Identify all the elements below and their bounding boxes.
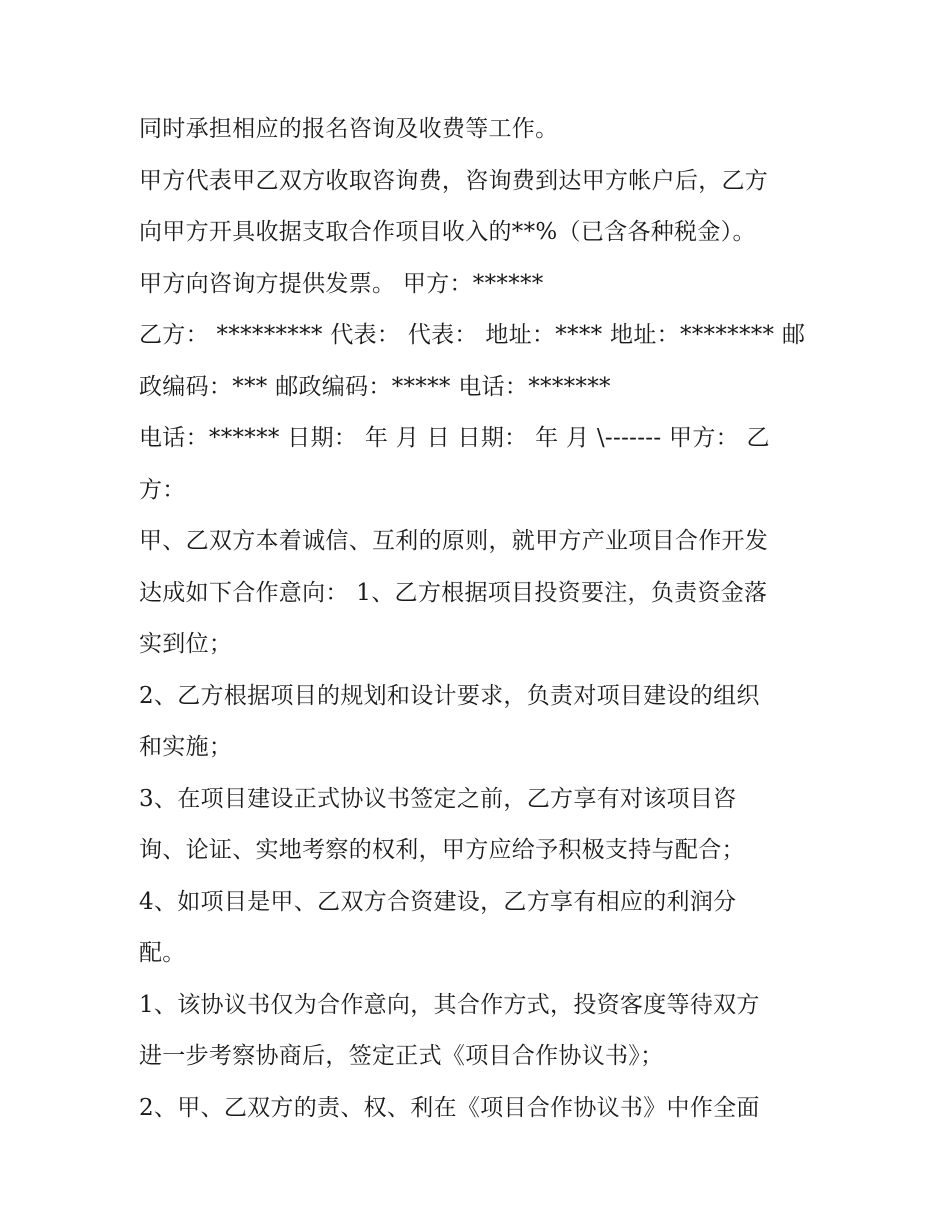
text-line: 实到位；: [139, 631, 233, 657]
document-body: [139, 104, 819, 1134]
text-line: 乙方： ********* 代表： 代表： 地址：**** 地址：******** 邮: [139, 322, 806, 348]
text-line: 和实施；: [139, 734, 233, 760]
text-line: 甲方代表甲乙双方收取咨询费，咨询费到达甲方帐户后，乙方: [139, 167, 769, 194]
text-line: 政编码：*** 邮政编码：***** 电话：*******: [139, 373, 611, 400]
text-line: 甲、乙双方本着诚信、互利的原则，就甲方产业项目合作开发: [139, 528, 769, 554]
text-line: 进一步考察协商后，签定正式《项目合作协议书》；: [139, 1043, 664, 1069]
text-line: 配。: [139, 940, 186, 966]
text-line: 同时承担相应的报名咨询及收费等工作。: [139, 116, 559, 142]
text-line: 方：: [139, 476, 186, 503]
text-line: 1、该协议书仅为合作意向，其合作方式，投资客度等待双方: [139, 991, 760, 1018]
text-line: 甲方向咨询方提供发票。 甲方：******: [139, 270, 544, 297]
text-line: 3、在项目建设正式协议书签定之前，乙方享有对该项目咨: [139, 785, 737, 812]
text-line: 电话：****** 日期： 年 月 日 日期： 年 月 \------- 甲方： 乙: [139, 425, 770, 451]
text-line: 4、如项目是甲、乙双方合资建设，乙方享有相应的利润分: [139, 888, 737, 915]
text-line: 2、乙方根据项目的规划和设计要求，负责对项目建设的组织: [139, 682, 760, 709]
text-line: 达成如下合作意向： 1、乙方根据项目投资要注，负责资金落: [139, 579, 768, 606]
text-line: 询、论证、实地考察的权利，甲方应给予积极支持与配合；: [139, 837, 745, 863]
text-line: 2、甲、乙双方的责、权、利在《项目合作协议书》中作全面: [139, 1094, 760, 1121]
text-line: 向甲方开具收据支取合作项目收入的**%（已含各种税金）。: [139, 219, 756, 245]
